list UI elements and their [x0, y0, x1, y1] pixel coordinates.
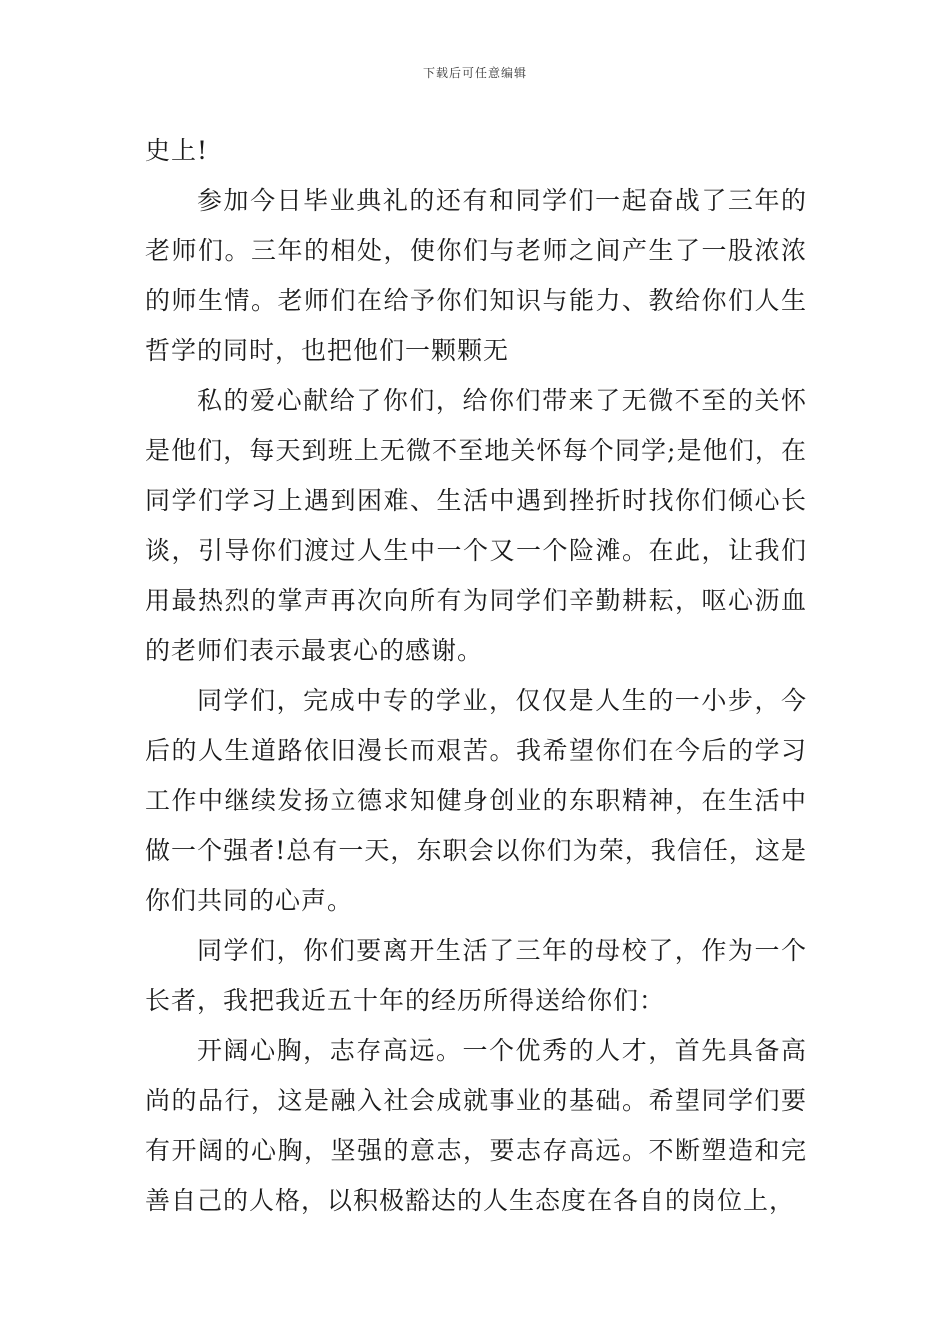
document-body [145, 126, 807, 1226]
paragraph-6: 开阔心胸，志存高远。一个优秀的人才，首先具备高尚的品行，这是融入社会成就事业的基础。希望同学们要有开阔的心胸，坚强的意志，要志存高远。不断塑造和完善自己的人格，以积极豁达的人生态度在各自的岗位上， [145, 1036, 807, 1215]
paragraph-5: 同学们，你们要离开生活了三年的母校了，作为一个长者，我把我近五十年的经历所得送给你们： [145, 936, 807, 1015]
page-header-note: 下载后可任意编辑 [422, 66, 527, 80]
paragraph-3: 私的爱心献给了你们，给你们带来了无微不至的关怀是他们，每天到班上无微不至地关怀每个同学;是他们，在同学们学习上遇到困难、生活中遇到挫折时找你们倾心长谈，引导你们渡过人生中一个又一个险滩。在此，让我们用最热烈的掌声再次向所有为同学们辛勤耕耘，呕心沥血的老师们表示最衷心的感谢。 [145, 386, 807, 665]
paragraph-2: 参加今日毕业典礼的还有和同学们一起奋战了三年的老师们。三年的相处，使你们与老师之间产生了一股浓浓的师生情。老师们在给予你们知识与能力、教给你们人生哲学的同时，也把他们一颗颗无 [145, 186, 807, 365]
paragraph-1: 史上! [145, 136, 209, 165]
paragraph-4: 同学们，完成中专的学业，仅仅是人生的一小步，今后的人生道路依旧漫长而艰苦。我希望你们在今后的学习工作中继续发扬立德求知健身创业的东职精神，在生活中做一个强者!总有一天，东职会以你们为荣，我信任，这是你们共同的心声。 [145, 686, 807, 915]
